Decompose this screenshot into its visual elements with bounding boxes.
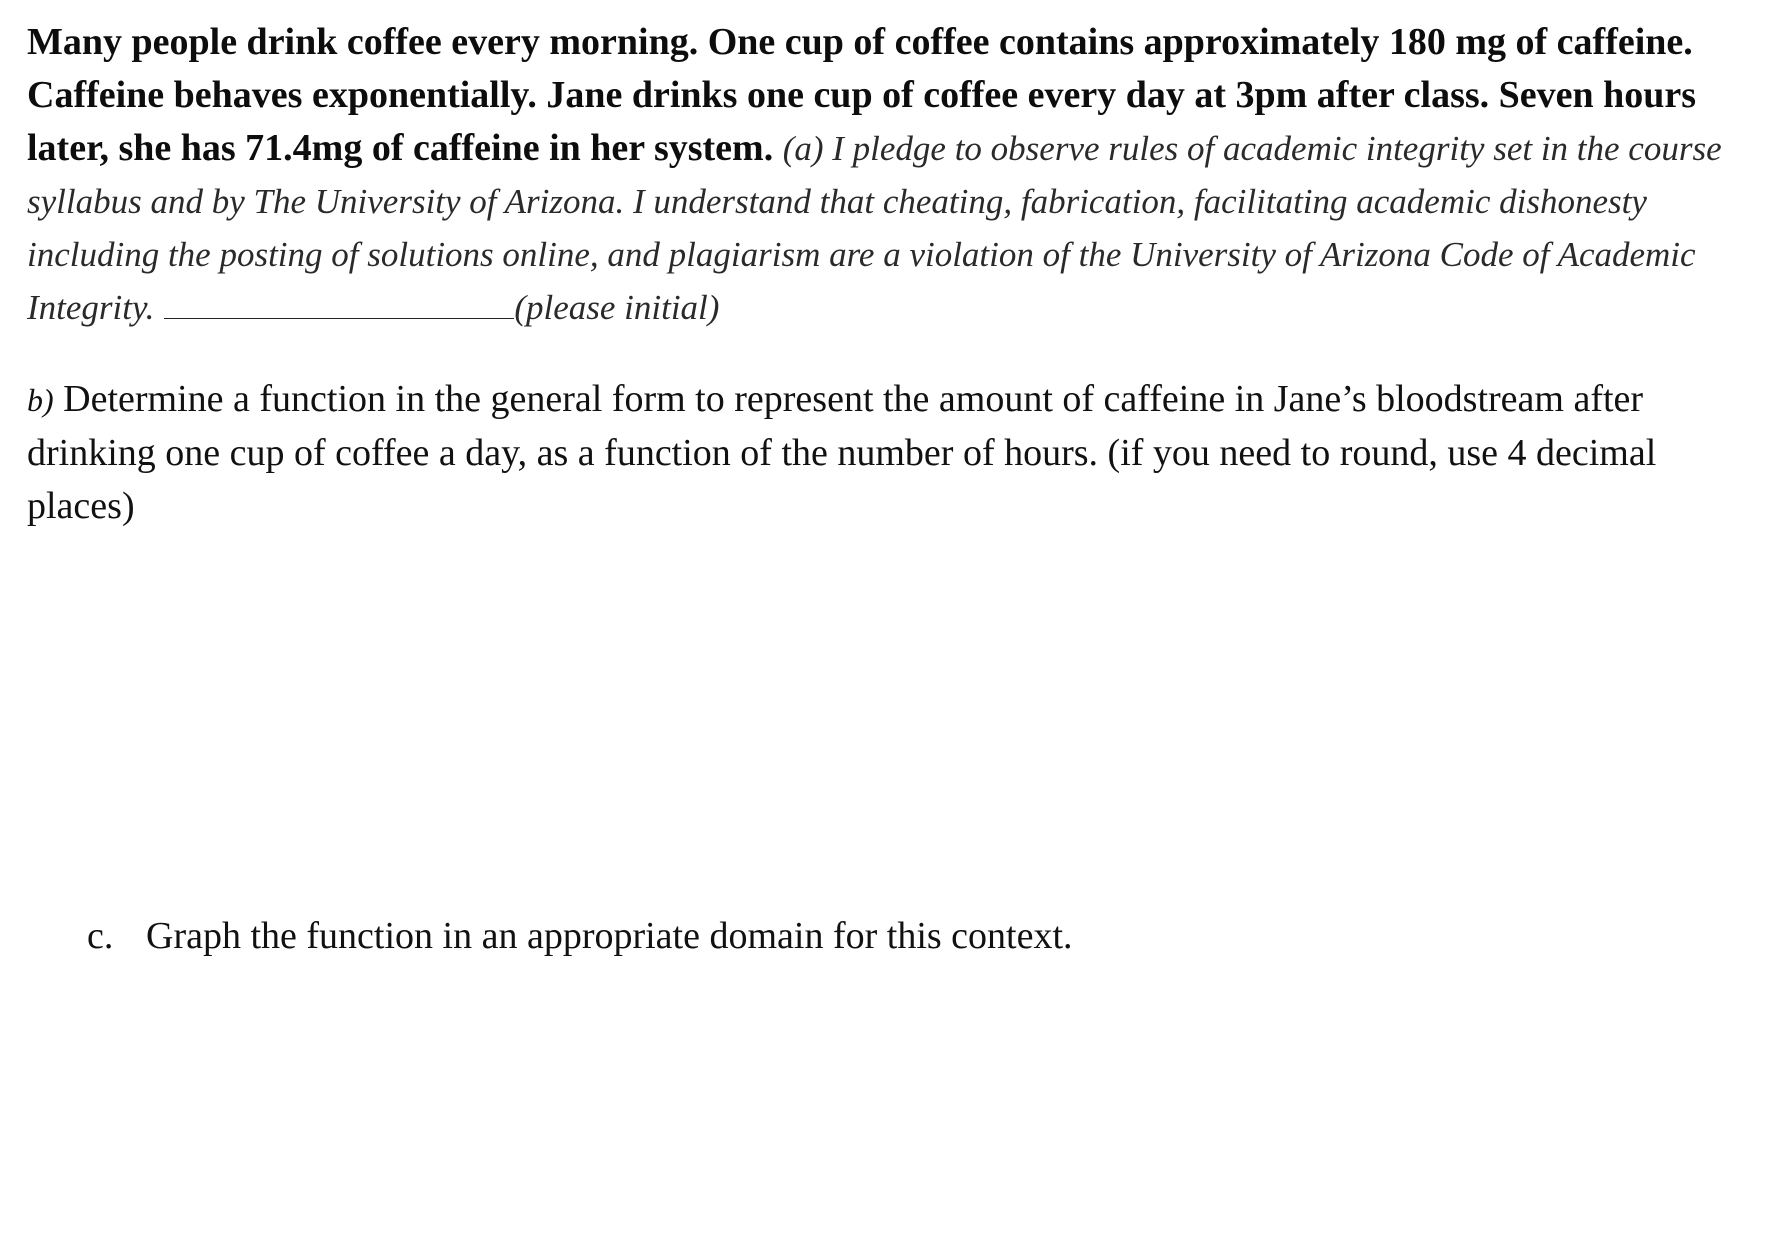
- problem-intro: [27, 16, 1727, 334]
- question-c-text: Graph the function in an appropriate domain for this context.: [146, 915, 1073, 957]
- question-c: [87, 910, 1073, 963]
- worksheet-document: [27, 16, 1727, 957]
- question-b-marker: b): [27, 382, 54, 418]
- pledge-text: (a) I pledge to observe rules of academic integrity set in the course syllabus and by The University of Arizona. I understand that cheating, fabrication, facilitating academic dishonesty including the posting of solutions online, and plagiarism are a violation of the University of Arizona Code of Academic Integrity.: [27, 129, 1722, 327]
- initial-label: (please initial): [514, 288, 720, 327]
- question-b-text: Determine a function in the general form to represent the amount of caffeine in Jane’s bloodstream after drinking one cup of coffee a day, as a function of the number of hours. (if you need to round, use 4 decimal places): [27, 378, 1657, 527]
- question-c-marker: c.: [87, 915, 114, 957]
- initial-blank-line[interactable]: [164, 288, 514, 319]
- question-b: [27, 373, 1727, 533]
- problem-statement: Many people drink coffee every morning. One cup of coffee contains approximately 180 mg of caffeine. Caffeine behaves exponentially. Jane drinks one cup of coffee every day at 3pm after class. Seven hours later, she has 71.4mg of caffeine in her system.: [27, 21, 1697, 169]
